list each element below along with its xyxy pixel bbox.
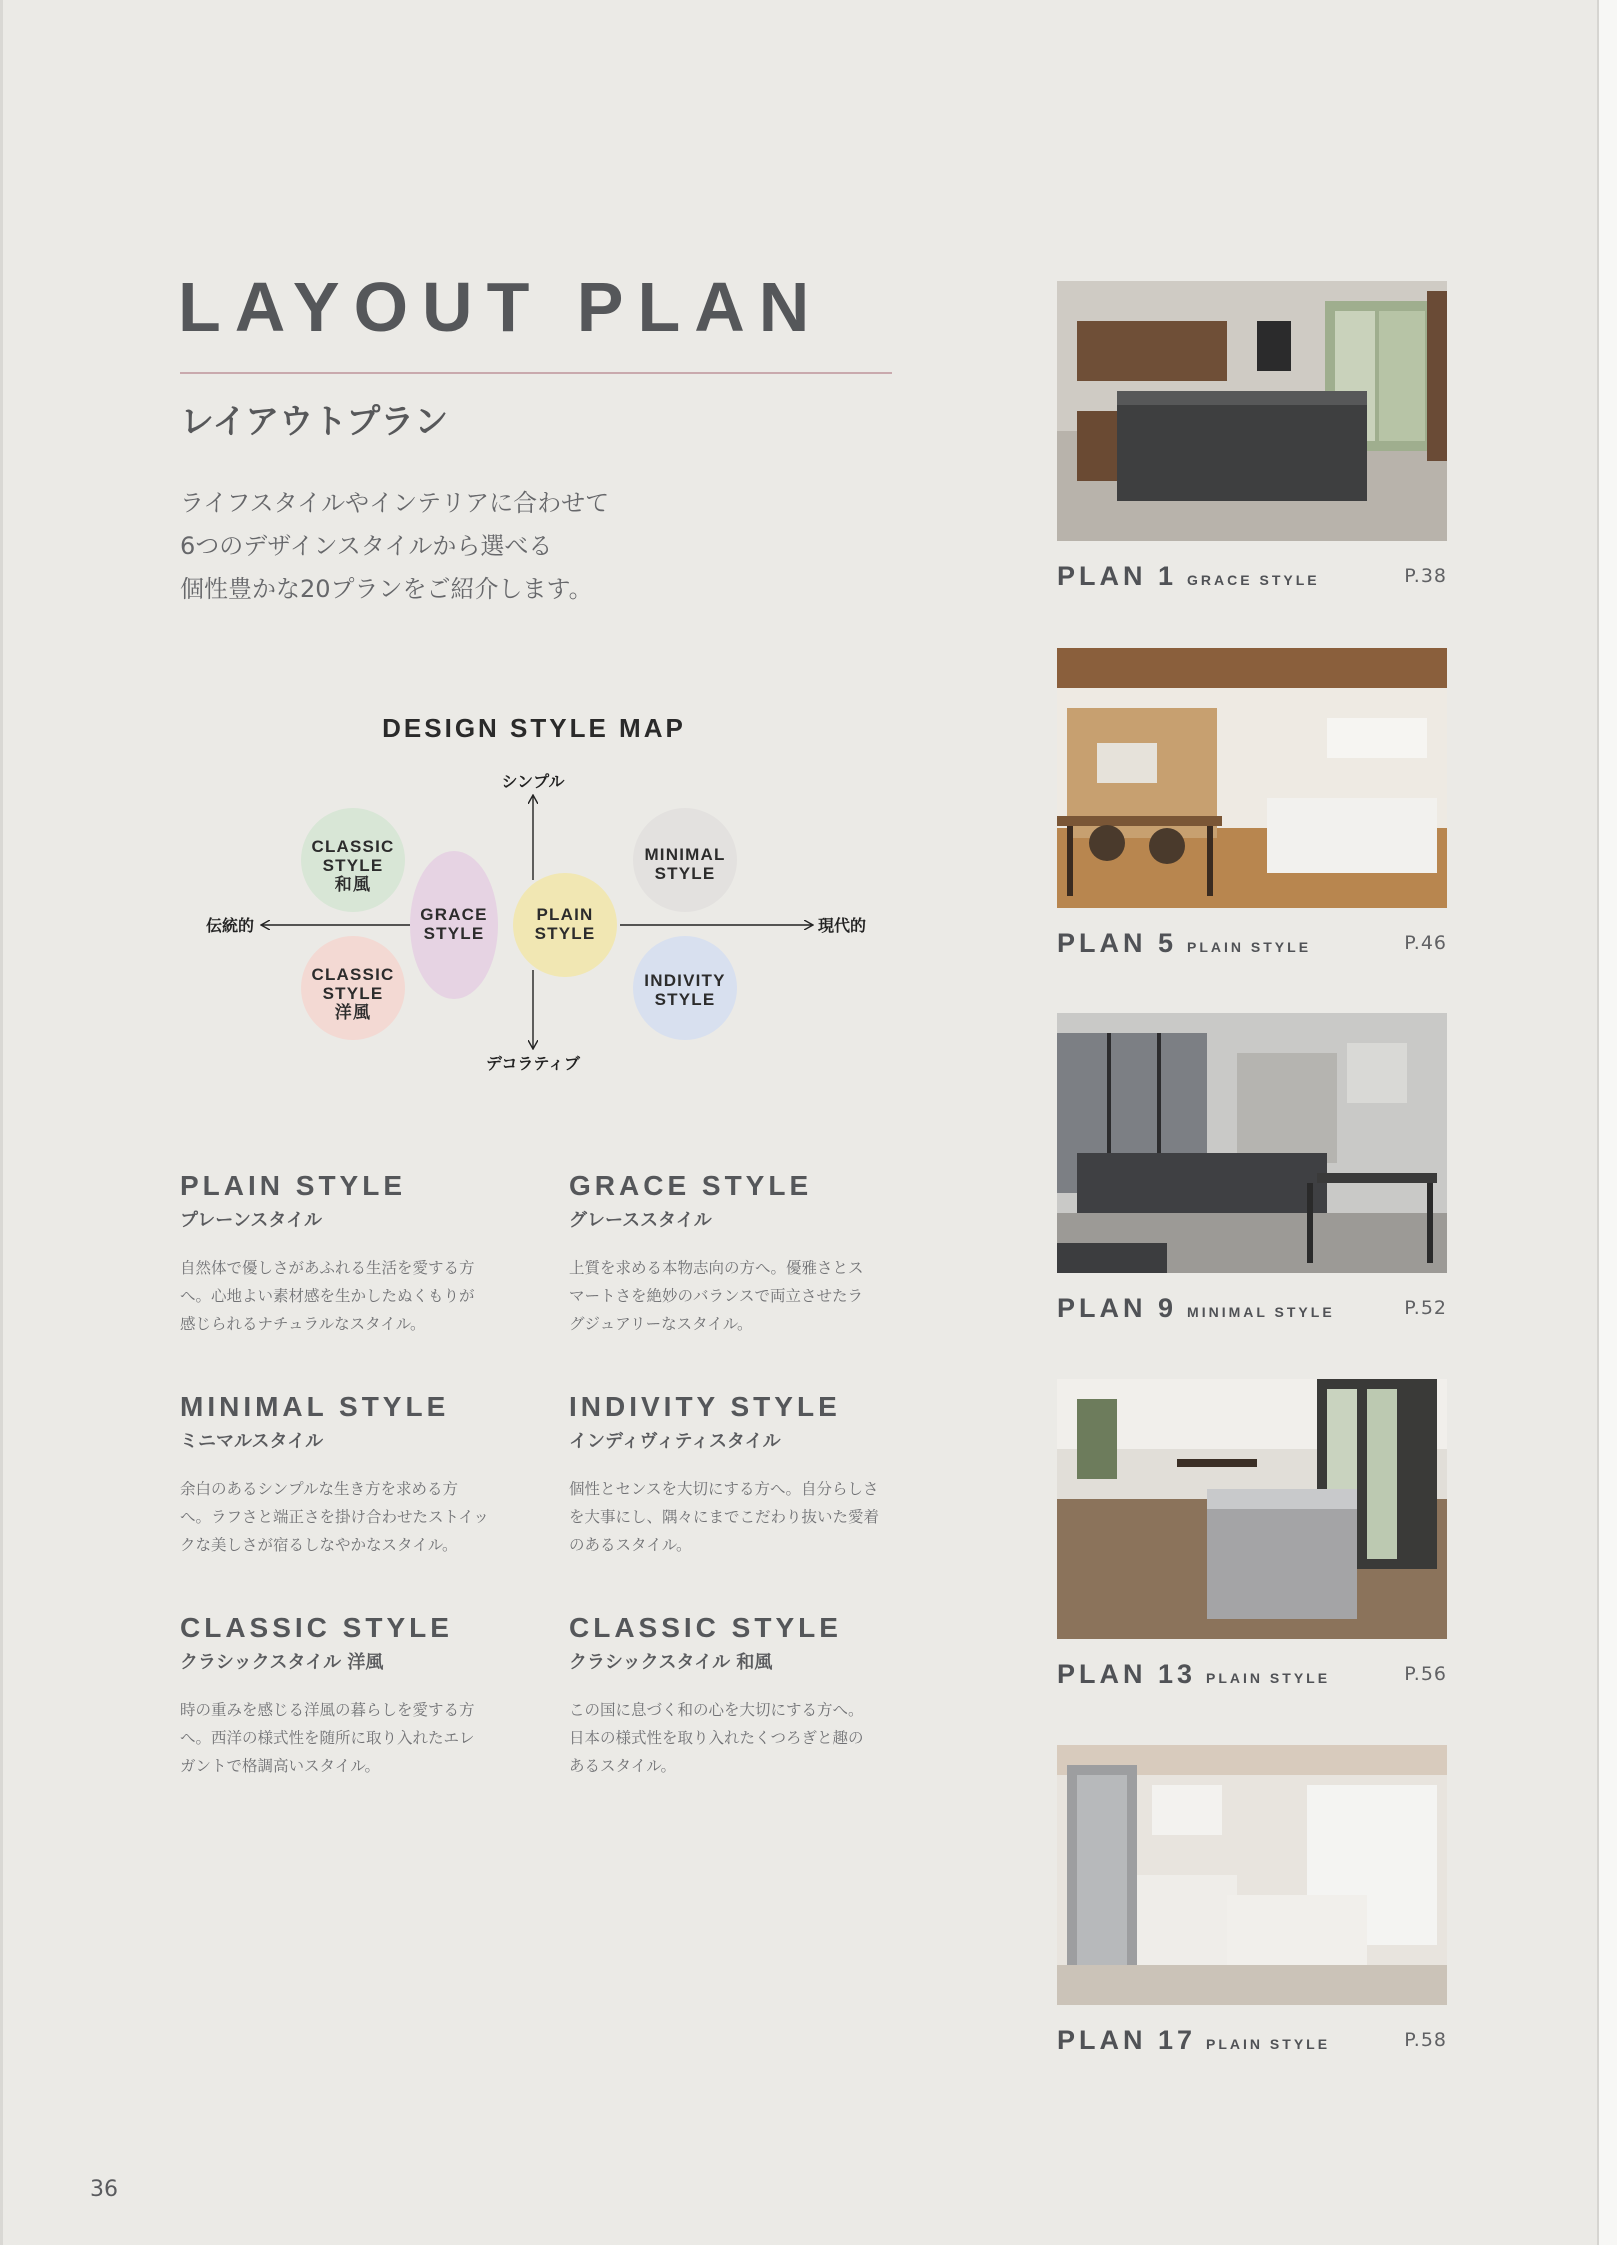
desc-line: 日本の様式性を取り入れたくつろぎと趣の [569,1728,864,1747]
desc-line: 個性とセンスを大切にする方へ。自分らしさ [569,1479,879,1498]
style-block-classic-wa [569,1614,909,1780]
bubble-label: INDIVITY [644,971,726,990]
desc-line: クな美しさが宿るしなやかなスタイル。 [180,1535,458,1554]
style-description [569,1254,909,1338]
intro-line: 個性豊かな20プランをご紹介します。 [180,575,593,603]
axis-label-left: 伝統的 [205,916,254,935]
bubble-label: 和風 [334,875,372,894]
plan-label [1057,928,1311,959]
style-kana: グレーススタイル [569,1210,712,1231]
plan-card-9[interactable] [1057,1013,1447,1323]
style-kana: クラシックスタイル 和風 [569,1652,773,1673]
plan-page-ref: P.52 [1404,1297,1447,1319]
bubble-label: MINIMAL [644,845,726,864]
plan-caption [1057,928,1447,958]
bubble-label: STYLE [654,864,716,883]
page-title: LAYOUT PLAN [178,268,824,346]
page-number: 36 [90,2177,118,2202]
plan-style: PLAIN STYLE [1206,2036,1331,2052]
plan-page-ref: P.38 [1404,565,1447,587]
style-block-indivity [569,1393,909,1559]
bubble-label: 洋風 [334,1003,372,1022]
style-heading: GRACE STYLE [569,1170,813,1201]
desc-line: 自然体で優しさがあふれる生活を愛する方 [180,1258,475,1277]
style-kana: インディヴィティスタイル [569,1431,781,1452]
desc-line: 余白のあるシンプルな生き方を求める方 [180,1479,458,1498]
plan-caption [1057,1293,1447,1323]
axis-label-bottom: デコラティブ [485,1054,581,1073]
axis-label-top: シンプル [501,772,565,791]
style-heading: INDIVITY STYLE [569,1391,841,1422]
plan-style: PLAIN STYLE [1206,1670,1331,1686]
kitchen-photo-plan-13 [1057,1379,1447,1639]
style-description [180,1696,520,1780]
axis-label-right: 現代的 [818,916,867,935]
desc-line: 時の重みを感じる洋風の暮らしを愛する方 [180,1700,475,1719]
plan-page-ref: P.46 [1404,932,1447,954]
style-block-plain [180,1172,520,1338]
style-description [569,1696,909,1780]
desc-line: のあるスタイル。 [569,1535,692,1554]
bubble-label: STYLE [654,990,716,1009]
plan-label [1057,1659,1330,1690]
plan-caption [1057,561,1447,591]
bubble-label: STYLE [534,924,596,943]
desc-line: この国に息づく和の心を大切にする方へ。 [569,1700,864,1719]
style-block-minimal [180,1393,520,1559]
style-heading: CLASSIC STYLE [180,1612,453,1643]
style-block-classic-yo [180,1614,520,1780]
page-edge-left [0,0,3,2245]
style-kana: ミニマルスタイル [180,1431,324,1452]
intro-line: 6つのデザインスタイルから選べる [180,532,553,560]
style-heading: MINIMAL STYLE [180,1391,450,1422]
plan-page-ref: P.58 [1404,2029,1447,2051]
desc-line: を大事にし、隅々にまでこだわり抜いた愛着 [569,1507,880,1526]
bubble-label: PLAIN [536,905,594,924]
style-block-grace [569,1172,909,1338]
plan-label [1057,2025,1330,2056]
intro-text [180,482,820,611]
style-kana: プレーンスタイル [180,1210,323,1231]
bubble-label: CLASSIC [311,837,395,856]
kitchen-photo-plan-9 [1057,1013,1447,1273]
bubble-label: GRACE [420,905,488,924]
plan-label [1057,1293,1335,1324]
plan-caption [1057,1659,1447,1689]
bubble-label: STYLE [423,924,485,943]
desc-line: 感じられるナチュラルなスタイル。 [180,1314,426,1333]
intro-line: ライフスタイルやインテリアに合わせて [180,489,610,517]
style-description [569,1475,909,1559]
plan-card-1[interactable] [1057,281,1447,591]
style-description [180,1254,520,1338]
plan-number: PLAN 5 [1057,928,1178,958]
style-description [180,1475,520,1559]
kitchen-photo-plan-1 [1057,281,1447,541]
desc-line: マートさを絶妙のバランスで両立させたラ [569,1286,864,1305]
style-heading: CLASSIC STYLE [569,1612,842,1643]
desc-line: へ。ラフさと端正さを掛け合わせたストイッ [180,1507,489,1526]
style-heading: PLAIN STYLE [180,1170,407,1201]
plan-label [1057,561,1320,592]
plan-caption [1057,2025,1447,2055]
plan-card-13[interactable] [1057,1379,1447,1689]
desc-line: 上質を求める本物志向の方へ。優雅さとス [569,1258,864,1277]
bubble-label: STYLE [322,856,384,875]
plan-style: GRACE STYLE [1187,572,1320,588]
plan-card-5[interactable] [1057,648,1447,958]
plan-page-ref: P.56 [1404,1663,1447,1685]
desc-line: へ。心地よい素材感を生かしたぬくもりが [180,1286,475,1305]
page-edge-right [1597,0,1617,2245]
plan-number: PLAN 13 [1057,1659,1197,1689]
kitchen-photo-plan-17 [1057,1745,1447,2005]
plan-number: PLAN 1 [1057,561,1178,591]
plan-style: PLAIN STYLE [1187,939,1312,955]
design-style-map [190,760,890,1090]
title-divider [180,372,892,374]
page-subtitle: レイアウトプラン [180,402,449,442]
plan-number: PLAN 17 [1057,2025,1197,2055]
desc-line: ガントで格調高いスタイル。 [180,1756,380,1775]
plan-card-17[interactable] [1057,1745,1447,2055]
plan-number: PLAN 9 [1057,1293,1178,1323]
desc-line: へ。西洋の様式性を随所に取り入れたエレ [180,1728,475,1747]
desc-line: あるスタイル。 [569,1756,676,1775]
plan-style: MINIMAL STYLE [1187,1304,1335,1320]
bubble-label: STYLE [322,984,384,1003]
bubble-label: CLASSIC [311,965,395,984]
desc-line: グジュアリーなスタイル。 [569,1314,753,1333]
style-map-title: DESIGN STYLE MAP [382,713,686,743]
style-kana: クラシックスタイル 洋風 [180,1652,384,1673]
kitchen-photo-plan-5 [1057,648,1447,908]
